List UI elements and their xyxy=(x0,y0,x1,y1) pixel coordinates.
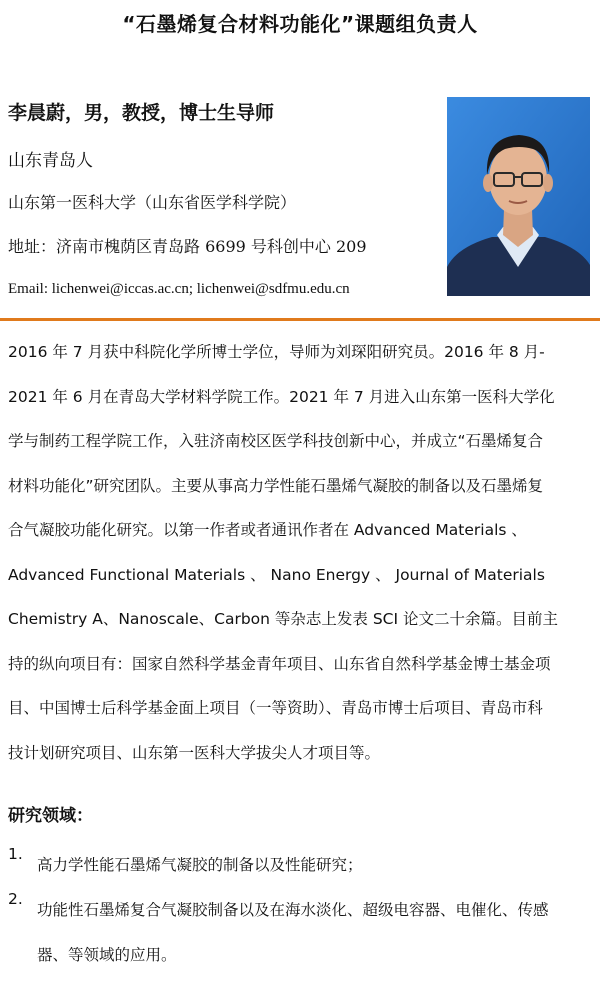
list-item-number: 1. xyxy=(8,845,23,863)
bio-line: 材料功能化”研究团队。主要从事高力学性能石墨烯气凝胶的制备以及石墨烯复 xyxy=(8,476,544,495)
profile-hometown: 山东青岛人 xyxy=(8,151,93,171)
section-divider xyxy=(0,318,600,321)
list-item-number: 2. xyxy=(8,890,23,908)
bio-line: 持的纵向项目有：国家自然科学基金青年项目、山东省自然科学基金博士基金项 xyxy=(8,654,551,673)
bio-line: 合气凝胶功能化研究。以第一作者或者通讯作者在 Advanced Materials 、 xyxy=(8,521,527,539)
list-item xyxy=(8,845,600,890)
list-item-text: 高力学性能石墨烯气凝胶的制备以及性能研究； xyxy=(37,856,363,874)
bio-line: 2021 年 6 月在青岛大学材料学院工作。2021 年 7 月进入山东第一医科大学化 xyxy=(8,387,555,406)
list-item-text: 器、等领域的应用。 xyxy=(37,946,177,964)
biography xyxy=(8,330,600,775)
bio-line: 学与制药工程学院工作，入驻济南校区医学科技创新中心，并成立“石墨烯复合 xyxy=(8,432,544,450)
bio-line: 目、中国博士后科学基金面上项目（一等资助）、青岛市博士后项目、青岛市科 xyxy=(8,699,543,717)
bio-line: 技计划研究项目、山东第一医科大学拔尖人才项目等。 xyxy=(8,743,381,762)
profile-address: 地址：济南市槐荫区青岛路 6699 号科创中心 209 xyxy=(8,237,367,256)
profile-name: 李晨蔚，男，教授，博士生导师 xyxy=(8,102,275,124)
portrait-illustration xyxy=(447,97,590,296)
bio-line: Advanced Functional Materials 、 Nano Energy 、 Journal of Materials xyxy=(8,565,545,584)
research-list xyxy=(8,845,600,980)
research-heading: 研究领域： xyxy=(8,806,93,826)
bio-line: 2016 年 7 月获中科院化学所博士学位，导师为刘琛阳研究员。2016 年 8 月- xyxy=(8,343,545,361)
portrait-photo xyxy=(447,97,590,296)
list-item-text: 功能性石墨烯复合气凝胶制备以及在海水淡化、超级电容器、电催化、传感 xyxy=(37,901,549,919)
page-title: “石墨烯复合材料功能化”课题组负责人 xyxy=(122,12,478,36)
list-item xyxy=(8,890,600,980)
profile-email: Email: lichenwei@iccas.ac.cn; lichenwei@sdfmu.edu.cn xyxy=(8,281,350,297)
bio-line: Chemistry A、Nanoscale、Carbon 等杂志上发表 SCI 论文二十余篇。目前主 xyxy=(8,610,559,628)
profile-institution: 山东第一医科大学（山东省医学科学院） xyxy=(8,193,297,212)
